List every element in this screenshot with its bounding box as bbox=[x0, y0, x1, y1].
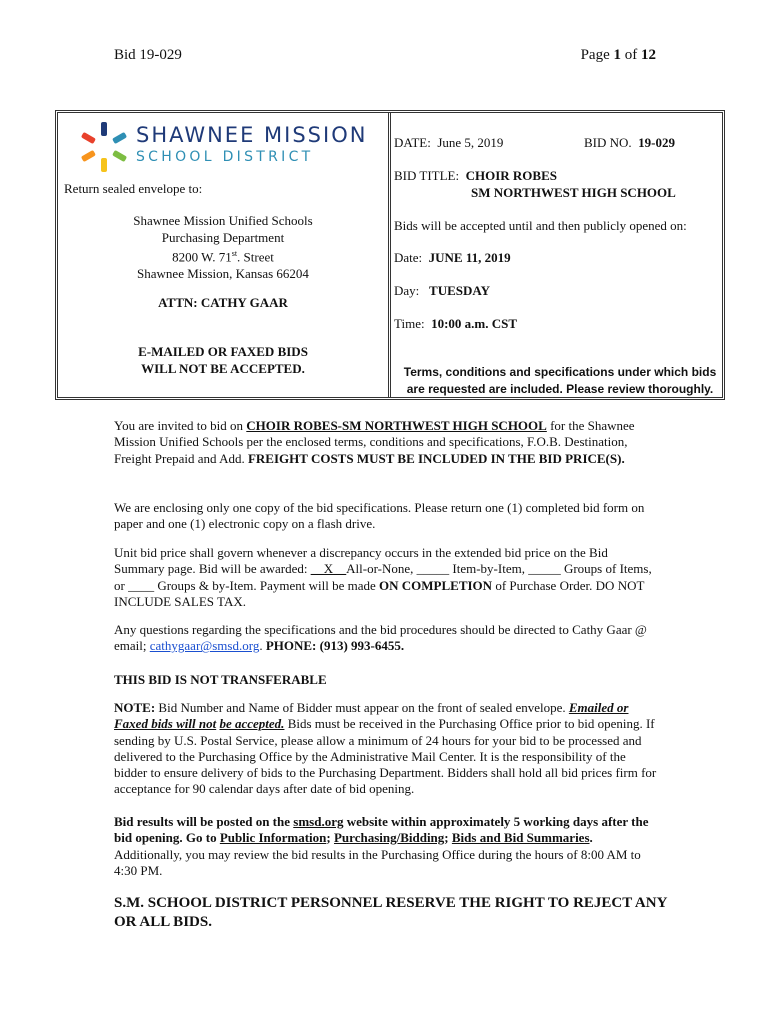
bid-summaries-link[interactable]: Bids and Bid Summaries bbox=[451, 830, 590, 846]
logo-line-1: SHAWNEE MISSION bbox=[136, 123, 368, 147]
bid-title-2: SM NORTHWEST HIGH SCHOOL bbox=[471, 185, 676, 200]
not-transferable-notice: THIS BID IS NOT TRANSFERABLE bbox=[114, 672, 327, 687]
terms-notice: Terms, conditions and specifications under which bids are requested are included. Please review thoroughly. bbox=[403, 365, 717, 396]
return-info-column bbox=[58, 113, 388, 397]
page-number: 1 bbox=[613, 47, 621, 63]
open-day-row: Day: TUESDAY bbox=[394, 283, 490, 298]
public-information-link[interactable]: Public Information bbox=[219, 830, 327, 846]
bid-number-row: BID NO. 19-029 bbox=[584, 135, 676, 150]
no-email-notice: E-MAILED OR FAXED BIDS WILL NOT BE ACCEPTED. bbox=[138, 344, 308, 376]
page-total: 12 bbox=[641, 47, 656, 63]
page-indicator bbox=[581, 47, 656, 64]
award-paragraph: Unit bid price shall govern whenever a discrepancy occurs in the extended bid price on the Bid Summary page. Bid will be awarded: __X__All-or-None, _____ Item-by-Item, _____ Groups of Items, or ____ Groups & by-Item. Payment will be made ON COMPLETION of Purchase Order. DO NOT INCLUDE SALES TAX. bbox=[114, 545, 652, 609]
return-label: Return sealed envelope to: bbox=[64, 181, 203, 196]
bid-number: 19-029 bbox=[638, 135, 676, 150]
bid-number-header: Bid 19-029 bbox=[114, 47, 182, 63]
invitation-paragraph: You are invited to bid on CHOIR ROBES-SM NORTHWEST HIGH SCHOOL for the Shawnee Mission Unified Schools per the enclosed terms, conditions and specifications, F.O.B. Destination, Freight Prepaid and Add. FREIGHT COSTS MUST BE INCLUDED IN THE BID PRICE(S). bbox=[114, 418, 635, 466]
smsd-link[interactable]: smsd.org bbox=[293, 814, 344, 829]
reserve-right-notice: S.M. SCHOOL DISTRICT PERSONNEL RESERVE THE RIGHT TO REJECT ANY OR ALL BIDS. bbox=[114, 895, 667, 930]
logo-line-2: SCHOOL DISTRICT bbox=[136, 149, 314, 165]
note-paragraph: NOTE: Bid Number and Name of Bidder must appear on the front of sealed envelope. Emailed or Faxed bids will not be accepted. Bids must be received in the Purchasing Office prior to bid opening. If sending by U.S. Postal Service, please allow a minimum of 24 hours for your bid to be processed and delivered to the Purchasing Office by the Administrative Mail Center. It is the responsibility of the bidder to ensure delivery of bids to the Purchasing Department. Bidders shall hold all bid prices firm for acceptance for 90 calendar days after date of bid opening. bbox=[114, 700, 657, 797]
attention-line: ATTN: CATHY GAAR bbox=[158, 295, 288, 310]
address-block bbox=[58, 213, 388, 282]
district-logo bbox=[78, 119, 378, 173]
copies-paragraph: We are enclosing only one copy of the bid specifications. Please return one (1) completed bid form on paper and one (1) electronic copy on a flash drive. bbox=[114, 500, 645, 532]
issue-date: June 5, 2019 bbox=[437, 135, 504, 150]
address-line-3: 8200 W. 71st. Street bbox=[172, 249, 274, 265]
open-date-row: Date: JUNE 11, 2019 bbox=[394, 250, 511, 265]
contact-email-link[interactable]: cathygaar@smsd.org bbox=[149, 638, 260, 654]
accepted-until-text: Bids will be accepted until and then publicly opened on: bbox=[394, 218, 687, 233]
address-line-1: Shawnee Mission Unified Schools bbox=[133, 213, 313, 228]
star-logo-icon bbox=[78, 119, 130, 173]
bid-title-row: BID TITLE: CHOIR ROBES bbox=[394, 168, 557, 183]
purchasing-bidding-link[interactable]: Purchasing/Bidding bbox=[333, 830, 445, 846]
page-prefix: Page bbox=[580, 47, 610, 63]
bid-title-1: CHOIR ROBES bbox=[465, 168, 557, 183]
address-line-4: Shawnee Mission, Kansas 66204 bbox=[137, 265, 309, 281]
questions-paragraph: Any questions regarding the specifications and the bid procedures should be directed to Cathy Gaar @ email; cathygaar@smsd.org. PHONE: (913) 993-6455. bbox=[114, 622, 647, 654]
bid-details-column bbox=[394, 113, 722, 397]
bid-info-box bbox=[55, 110, 725, 400]
date-row: DATE: June 5, 2019 bbox=[394, 135, 504, 150]
address-line-2: Purchasing Department bbox=[161, 229, 285, 245]
box-divider bbox=[388, 113, 391, 397]
results-paragraph: Bid results will be posted on the smsd.org website within approximately 5 working days after the bid opening. Go to Public Information; Purchasing/Bidding; Bids and Bid Summaries. Additionally, you may review the bid results in the Purchasing Office during the hours of 8:00 AM to 4:30 PM. bbox=[114, 814, 649, 878]
page-of: of bbox=[624, 47, 638, 63]
open-time-row: Time: 10:00 a.m. CST bbox=[394, 316, 518, 331]
